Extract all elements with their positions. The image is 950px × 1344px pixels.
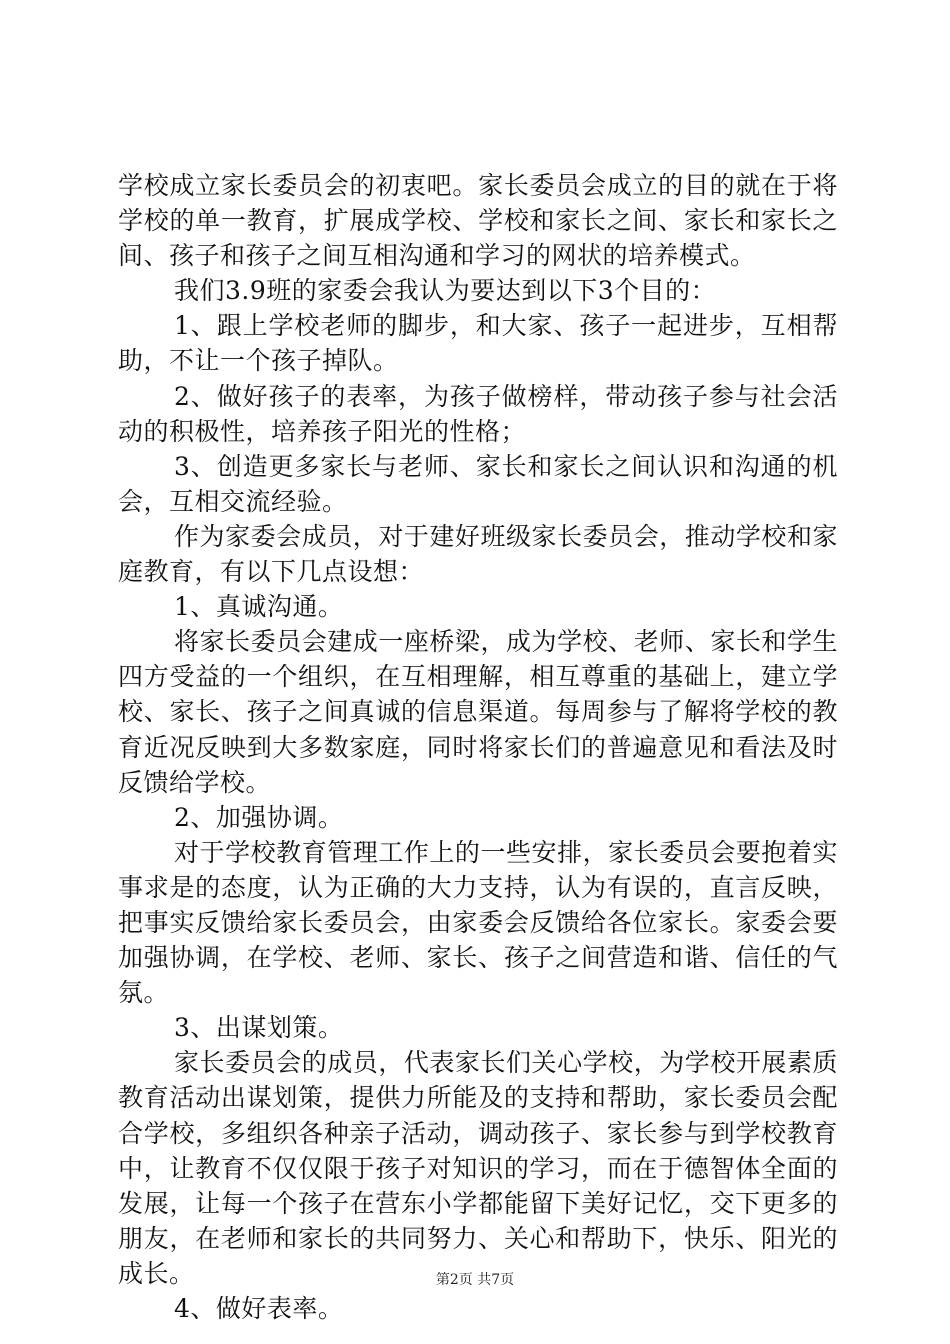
- paragraph: 学校成立家长委员会的初衷吧。家长委员会成立的目的就在于将学校的单一教育，扩展成学校、学校和家长之间、家长和家长之间、孩子和孩子之间互相沟通和学习的网状的培养模式。: [118, 171, 838, 271]
- paragraph: 家长委员会的成员，代表家长们关心学校，为学校开展素质教育活动出谋划策，提供力所能及的支持和帮助，家长委员会配合学校，多组织各种亲子活动，调动孩子、家长参与到学校教育中，让教育不仅仅限于孩子对知识的学习，而在于德智体全面的发展，让每一个孩子在营东小学都能留下美好记忆，交下更多的朋友，在老师和家长的共同努力、关心和帮助下，快乐、阳光的成长。: [118, 1048, 838, 1288]
- section-heading: 2、加强协调。: [174, 802, 344, 832]
- paragraph: 我们3.9班的家委会我认为要达到以下3个目的：: [174, 276, 717, 306]
- paragraph: 2、做好孩子的表率，为孩子做榜样，带动孩子参与社会活动的积极性，培养孩子阳光的性格；: [118, 381, 838, 446]
- section-heading: 3、出谋划策。: [174, 1013, 344, 1043]
- section-heading: 1、真诚沟通。: [174, 592, 344, 622]
- paragraph: 3、创造更多家长与老师、家长和家长之间认识和沟通的机会，互相交流经验。: [118, 451, 838, 516]
- paragraph: 将家长委员会建成一座桥梁，成为学校、老师、家长和学生四方受益的一个组织，在互相理解，相互尊重的基础上，建立学校、家长、孩子之间真诚的信息渠道。每周参与了解将学校的教育近况反映到大多数家庭，同时将家长们的普遍意见和看法及时反馈给学校。: [118, 627, 838, 797]
- section-heading: 4、做好表率。: [174, 1294, 344, 1323]
- page-footer: 第2页 共7页: [435, 1272, 515, 1288]
- document-body: [118, 168, 838, 1326]
- paragraph: 1、跟上学校老师的脚步，和大家、孩子一起进步，互相帮助，不让一个孩子掉队。: [118, 311, 838, 376]
- paragraph: 作为家委会成员，对于建好班级家长委员会，推动学校和家庭教育，有以下几点设想：: [118, 521, 838, 587]
- paragraph: 对于学校教育管理工作上的一些安排，家长委员会要抱着实事求是的态度，认为正确的大力支持，认为有误的，直言反映，把事实反馈给家长委员会，由家委会反馈给各位家长。家委会要加强协调，在学校、老师、家长、孩子之间营造和谐、信任的气氛。: [118, 837, 838, 1008]
